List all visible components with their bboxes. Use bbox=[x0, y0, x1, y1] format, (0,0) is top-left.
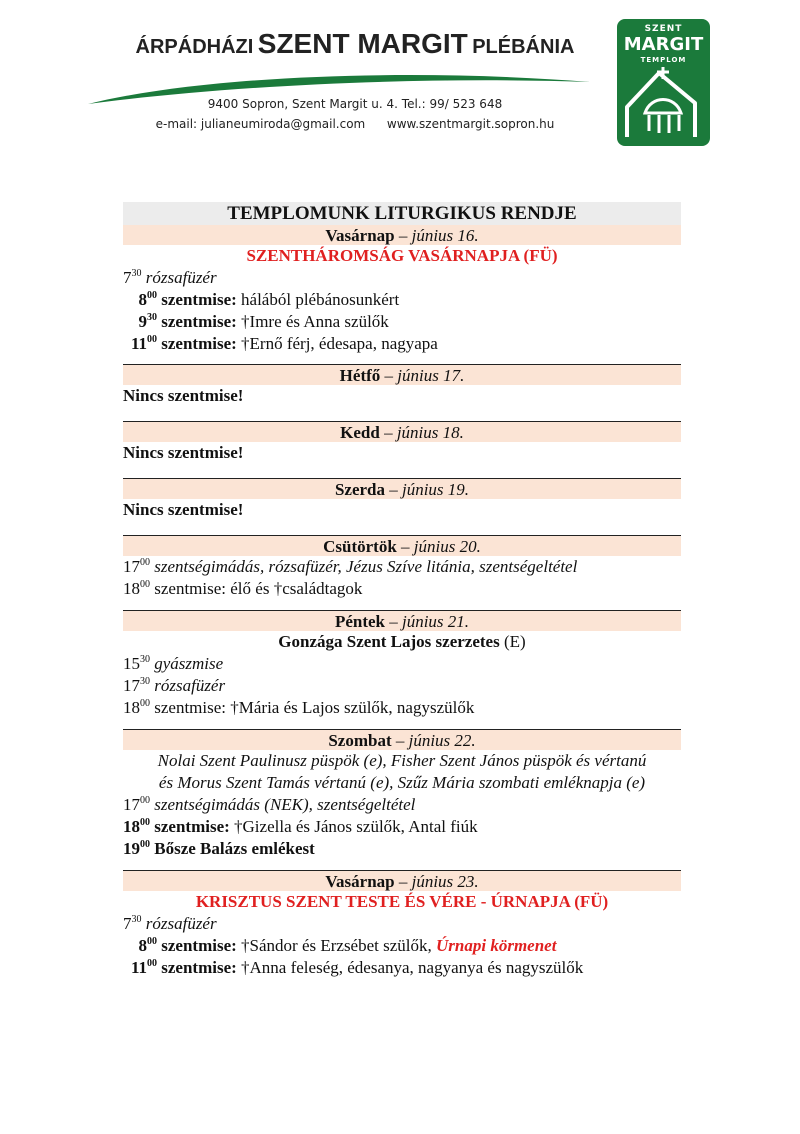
procession-highlight: Úrnapi körmenet bbox=[436, 936, 557, 955]
website-line: www.szentmargit.sopron.hu bbox=[386, 117, 555, 131]
church-logo bbox=[617, 19, 710, 146]
day-sunday-1 bbox=[123, 225, 681, 364]
day-header: Csütörtök – június 20. bbox=[123, 536, 681, 556]
feast-title: SZENTHÁROMSÁG VASÁRNAPJA (FÜ) bbox=[246, 246, 558, 265]
schedule-title: TEMPLOMUNK LITURGIKUS RENDJE bbox=[123, 202, 681, 225]
logo-line3: TEMPLOM bbox=[640, 56, 687, 64]
letterhead bbox=[0, 0, 800, 170]
address-line: 9400 Sopron, Szent Margit u. 4. Tel.: 99/ 523 648 bbox=[207, 97, 503, 111]
list-item: Nincs szentmise! bbox=[123, 500, 244, 519]
title-suffix: PLÉBÁNIA bbox=[472, 36, 575, 58]
day-header: Szerda – június 19. bbox=[123, 479, 681, 499]
title-prefix: ÁRPÁDHÁZI bbox=[135, 36, 254, 58]
day-header: Vasárnap – június 16. bbox=[123, 225, 681, 245]
list-item: Nincs szentmise! bbox=[123, 443, 244, 462]
day-thursday bbox=[123, 535, 681, 610]
list-item: $8^{00}$ szentmise: hálából plébánosunkért bbox=[138, 290, 400, 309]
list-item: $8^{00}$ szentmise: †Sándor és Erzsébet szülők, Úrnapi körmenet bbox=[138, 936, 557, 955]
saint-feast-line2: és Morus Szent Tamás vértanú (e), Szűz Mária szombati emléknapja (e) bbox=[158, 773, 646, 792]
contact-block bbox=[115, 94, 595, 134]
day-sunday-2 bbox=[123, 870, 681, 979]
day-monday bbox=[123, 364, 681, 421]
list-item: $18^{00}$ szentmise: †Mária és Lajos szülők, nagyszülők bbox=[123, 698, 475, 717]
day-wednesday bbox=[123, 478, 681, 535]
saint-feast-line1: Nolai Szent Paulinusz püspök (e), Fisher Szent János püspök és vértanú bbox=[157, 751, 647, 770]
list-item: $18^{00}$ szentmise: élő és †családtagok bbox=[123, 579, 363, 598]
feast-title: KRISZTUS SZENT TESTE ÉS VÉRE - ÚRNAPJA (FÜ) bbox=[195, 892, 609, 911]
list-item: Nincs szentmise! bbox=[123, 386, 244, 405]
title-main: SZENT MARGIT bbox=[257, 28, 468, 59]
day-header: Hétfő – június 17. bbox=[123, 365, 681, 385]
day-header: Szombat – június 22. bbox=[123, 730, 681, 750]
day-header: Vasárnap – június 23. bbox=[123, 871, 681, 891]
list-item: $19^{00}$ Bősze Balázs emlékest bbox=[123, 839, 315, 858]
list-item: $15^{30}$ gyászmise bbox=[123, 654, 224, 673]
list-item: $18^{00}$ szentmise: †Gizella és János szülők, Antal fiúk bbox=[123, 817, 478, 836]
list-item: $11^{00}$ szentmise: †Anna feleség, édesanya, nagyanya és nagyszülők bbox=[130, 958, 584, 977]
day-header: Péntek – június 21. bbox=[123, 611, 681, 631]
day-header: Kedd – június 18. bbox=[123, 422, 681, 442]
saint-feast: Gonzága Szent Lajos szerzetes (E) bbox=[278, 632, 526, 651]
church-icon bbox=[617, 65, 710, 145]
day-saturday bbox=[123, 729, 681, 870]
list-item: $17^{00}$ szentségimádás (NEK), szentségeltétel bbox=[123, 795, 416, 814]
logo-line2: MARGIT bbox=[623, 34, 704, 55]
day-tuesday bbox=[123, 421, 681, 478]
list-item: $7^{30}$ rózsafüzér bbox=[123, 914, 217, 933]
list-item: $17^{00}$ szentségimádás, rózsafüzér, Jézus Szíve litánia, szentségeltétel bbox=[123, 557, 578, 576]
liturgical-schedule bbox=[123, 202, 681, 979]
list-item: $11^{00}$ szentmise: †Ernő férj, édesapa, nagyapa bbox=[130, 334, 438, 353]
list-item: $17^{30}$ rózsafüzér bbox=[123, 676, 226, 695]
list-item: $9^{30}$ szentmise: †Imre és Anna szülők bbox=[138, 312, 389, 331]
day-friday bbox=[123, 610, 681, 729]
email-line: e-mail: julianeumiroda@gmail.com bbox=[155, 117, 366, 131]
parish-title bbox=[115, 28, 595, 60]
list-item: $7^{30}$ rózsafüzér bbox=[123, 268, 217, 287]
logo-line1: SZENT bbox=[644, 24, 683, 34]
